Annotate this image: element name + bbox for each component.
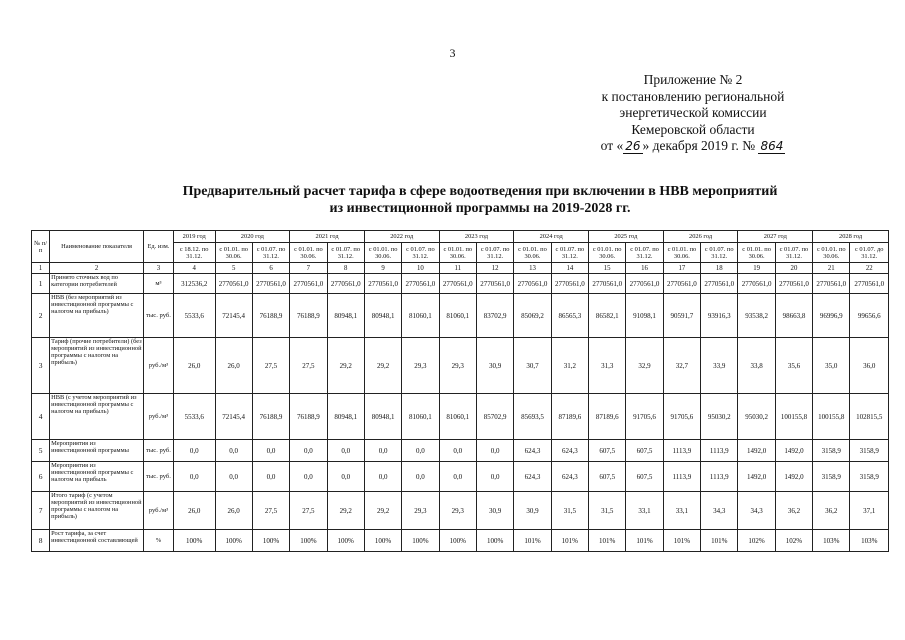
col-head-name: Наименование показателя (50, 231, 144, 263)
handwritten-day: 26 (625, 139, 641, 153)
value-cell: 0,0 (290, 462, 327, 492)
year-header: 2027 год (738, 231, 813, 243)
column-number: 2 (50, 263, 144, 274)
value-cell: 2770561,0 (364, 274, 401, 294)
value-cell: 81060,1 (402, 394, 439, 440)
handwritten-number: 864 (760, 139, 784, 153)
value-cell: 32,9 (626, 338, 663, 394)
column-number: 17 (663, 263, 700, 274)
value-cell: 100% (327, 530, 364, 552)
column-number: 19 (738, 263, 775, 274)
value-cell: 2770561,0 (850, 274, 889, 294)
value-cell: 101% (551, 530, 588, 552)
value-cell: 102815,5 (850, 394, 889, 440)
value-cell: 2770561,0 (252, 274, 289, 294)
value-cell: 2770561,0 (551, 274, 588, 294)
column-number: 6 (252, 263, 289, 274)
value-cell: 102% (775, 530, 812, 552)
value-cell: 2770561,0 (215, 274, 252, 294)
row-number: 1 (32, 274, 50, 294)
value-cell: 624,3 (551, 440, 588, 462)
value-cell: 100155,8 (775, 394, 812, 440)
appendix-line: к постановлению региональной (601, 88, 785, 104)
value-cell: 103% (813, 530, 850, 552)
value-cell: 101% (589, 530, 626, 552)
value-cell: 1492,0 (775, 440, 812, 462)
value-cell: 0,0 (402, 440, 439, 462)
value-cell: 0,0 (364, 440, 401, 462)
value-cell: 30,9 (476, 338, 513, 394)
period-header: с 18.12. по 31.12. (173, 243, 215, 263)
indicator-name: Рост тарифа, за счет инвестиционной составляющей (50, 530, 144, 552)
row-number: 3 (32, 338, 50, 394)
value-cell: 76188,9 (290, 294, 327, 338)
value-cell: 2770561,0 (589, 274, 626, 294)
value-cell: 0,0 (476, 462, 513, 492)
unit-cell: руб./м³ (144, 492, 174, 530)
col-head-num: № п/п (32, 231, 50, 263)
year-header: 2028 год (813, 231, 889, 243)
value-cell: 29,2 (327, 338, 364, 394)
value-cell: 1492,0 (738, 440, 775, 462)
value-cell: 81060,1 (402, 294, 439, 338)
value-cell: 81060,1 (439, 294, 476, 338)
value-cell: 102% (738, 530, 775, 552)
value-cell: 72145,4 (215, 394, 252, 440)
value-cell: 624,3 (551, 462, 588, 492)
value-cell: 96996,9 (813, 294, 850, 338)
value-cell: 80948,1 (327, 394, 364, 440)
value-cell: 0,0 (476, 440, 513, 462)
value-cell: 2770561,0 (663, 274, 700, 294)
value-cell: 607,5 (626, 462, 663, 492)
value-cell: 31,5 (589, 492, 626, 530)
period-header: с 01.07. по 31.12. (626, 243, 663, 263)
indicator-name: НВВ (с учетом мероприятий из инвестиционной программы с налогом на прибыль) (50, 394, 144, 440)
period-header: с 01.07. по 31.12. (775, 243, 812, 263)
row-number: 2 (32, 294, 50, 338)
period-header: с 01.01. по 30.06. (813, 243, 850, 263)
value-cell: 100% (252, 530, 289, 552)
value-cell: 90591,7 (663, 294, 700, 338)
value-cell: 2770561,0 (327, 274, 364, 294)
period-header: с 01.07. по 31.12. (476, 243, 513, 263)
row-number: 7 (32, 492, 50, 530)
value-cell: 0,0 (215, 440, 252, 462)
value-cell: 5533,6 (173, 294, 215, 338)
value-cell: 27,5 (290, 338, 327, 394)
value-cell: 0,0 (327, 440, 364, 462)
table-row (32, 338, 889, 394)
value-cell: 2770561,0 (439, 274, 476, 294)
table-row (32, 492, 889, 530)
column-number: 11 (439, 263, 476, 274)
value-cell: 103% (850, 530, 889, 552)
value-cell: 101% (626, 530, 663, 552)
value-cell: 0,0 (439, 440, 476, 462)
indicator-name: Принято сточных вод по категории потребителей (50, 274, 144, 294)
column-number: 3 (144, 263, 174, 274)
year-header: 2019 год (173, 231, 215, 243)
period-header: с 01.01. по 30.06. (290, 243, 327, 263)
value-cell: 36,2 (775, 492, 812, 530)
value-cell: 98663,8 (775, 294, 812, 338)
value-cell: 100% (290, 530, 327, 552)
value-cell: 0,0 (173, 440, 215, 462)
value-cell: 31,3 (589, 338, 626, 394)
value-cell: 1113,9 (663, 440, 700, 462)
value-cell: 0,0 (290, 440, 327, 462)
value-cell: 0,0 (364, 462, 401, 492)
value-cell: 2770561,0 (476, 274, 513, 294)
year-header: 2021 год (290, 231, 365, 243)
column-number: 7 (290, 263, 327, 274)
table-row (32, 394, 889, 440)
row-number: 6 (32, 462, 50, 492)
value-cell: 1113,9 (701, 440, 738, 462)
value-cell: 95030,2 (738, 394, 775, 440)
year-header: 2022 год (364, 231, 439, 243)
value-cell: 100% (402, 530, 439, 552)
value-cell: 1113,9 (701, 462, 738, 492)
value-cell: 100155,8 (813, 394, 850, 440)
column-number: 12 (476, 263, 513, 274)
value-cell: 29,3 (402, 492, 439, 530)
unit-cell: тыс. руб. (144, 440, 174, 462)
value-cell: 87189,6 (551, 394, 588, 440)
value-cell: 76188,9 (252, 394, 289, 440)
column-number: 22 (850, 263, 889, 274)
period-header: с 01.07. по 31.12. (252, 243, 289, 263)
value-cell: 83702,9 (476, 294, 513, 338)
value-cell: 29,2 (364, 338, 401, 394)
value-cell: 30,7 (514, 338, 551, 394)
indicator-name: Итого тариф (с учетом мероприятий из инвестиционной программы с налогом на прибыль) (50, 492, 144, 530)
value-cell: 30,9 (476, 492, 513, 530)
column-number: 13 (514, 263, 551, 274)
value-cell: 34,3 (738, 492, 775, 530)
row-number: 4 (32, 394, 50, 440)
year-header: 2025 год (589, 231, 664, 243)
value-cell: 3158,9 (813, 440, 850, 462)
period-header: с 01.01. по 30.06. (663, 243, 700, 263)
unit-cell: тыс. руб. (144, 294, 174, 338)
value-cell: 27,5 (290, 492, 327, 530)
value-cell: 2770561,0 (813, 274, 850, 294)
value-cell: 95030,2 (701, 394, 738, 440)
value-cell: 1113,9 (663, 462, 700, 492)
value-cell: 0,0 (173, 462, 215, 492)
value-cell: 80948,1 (327, 294, 364, 338)
value-cell: 2770561,0 (290, 274, 327, 294)
value-cell: 35,6 (775, 338, 812, 394)
unit-cell: м³ (144, 274, 174, 294)
value-cell: 100% (173, 530, 215, 552)
value-cell: 34,3 (701, 492, 738, 530)
unit-cell: тыс. руб. (144, 462, 174, 492)
value-cell: 624,3 (514, 440, 551, 462)
value-cell: 91705,6 (663, 394, 700, 440)
period-header: с 01.01. по 30.06. (738, 243, 775, 263)
column-number: 18 (701, 263, 738, 274)
tariff-table (31, 230, 889, 552)
column-number: 15 (589, 263, 626, 274)
value-cell: 2770561,0 (626, 274, 663, 294)
row-number: 5 (32, 440, 50, 462)
value-cell: 33,1 (663, 492, 700, 530)
appendix-line: энергетической комиссии (619, 105, 767, 120)
value-cell: 101% (663, 530, 700, 552)
value-cell: 29,3 (402, 338, 439, 394)
year-header: 2020 год (215, 231, 290, 243)
unit-cell: руб./м³ (144, 338, 174, 394)
indicator-name: Мероприятия из инвестиционной программы (50, 440, 144, 462)
value-cell: 100% (215, 530, 252, 552)
page-number: 3 (449, 46, 456, 60)
column-number: 5 (215, 263, 252, 274)
value-cell: 30,9 (514, 492, 551, 530)
appendix-date-line (553, 138, 833, 155)
value-cell: 0,0 (252, 462, 289, 492)
value-cell: 3158,9 (813, 462, 850, 492)
value-cell: 100% (439, 530, 476, 552)
document-title: Предварительный расчет тарифа в сфере водоотведения при включении в НВВ мероприятий из инвестиционной программы на 2019-2028 гг. (182, 184, 778, 216)
column-number: 21 (813, 263, 850, 274)
value-cell: 29,2 (364, 492, 401, 530)
unit-cell: % (144, 530, 174, 552)
value-cell: 0,0 (402, 462, 439, 492)
value-cell: 3158,9 (850, 440, 889, 462)
year-header: 2024 год (514, 231, 589, 243)
column-number: 14 (551, 263, 588, 274)
period-header: с 01.01. по 30.06. (589, 243, 626, 263)
value-cell: 33,1 (626, 492, 663, 530)
indicator-name: НВВ (без мероприятий из инвестиционной программы с налогом на прибыль) (50, 294, 144, 338)
value-cell: 31,2 (551, 338, 588, 394)
appendix-block (553, 72, 833, 155)
value-cell: 26,0 (173, 338, 215, 394)
value-cell: 91098,1 (626, 294, 663, 338)
value-cell: 0,0 (215, 462, 252, 492)
value-cell: 29,3 (439, 492, 476, 530)
table-row (32, 274, 889, 294)
value-cell: 85069,2 (514, 294, 551, 338)
value-cell: 31,5 (551, 492, 588, 530)
value-cell: 26,0 (215, 338, 252, 394)
table-row (32, 440, 889, 462)
value-cell: 2770561,0 (775, 274, 812, 294)
value-cell: 27,5 (252, 338, 289, 394)
column-number: 16 (626, 263, 663, 274)
value-cell: 26,0 (215, 492, 252, 530)
value-cell: 607,5 (626, 440, 663, 462)
period-header: с 01.07. по 31.12. (402, 243, 439, 263)
year-header: 2026 год (663, 231, 738, 243)
date-middle: » декабря 2019 г. № (642, 138, 756, 153)
value-cell: 101% (514, 530, 551, 552)
value-cell: 35,0 (813, 338, 850, 394)
value-cell: 607,5 (589, 462, 626, 492)
value-cell: 101% (701, 530, 738, 552)
value-cell: 91705,6 (626, 394, 663, 440)
period-header: с 01.01. по 30.06. (439, 243, 476, 263)
value-cell: 2770561,0 (514, 274, 551, 294)
value-cell: 81060,1 (439, 394, 476, 440)
value-cell: 37,1 (850, 492, 889, 530)
value-cell: 100% (364, 530, 401, 552)
value-cell: 26,0 (173, 492, 215, 530)
row-number: 8 (32, 530, 50, 552)
period-header: с 01.01. по 30.06. (364, 243, 401, 263)
value-cell: 1492,0 (738, 462, 775, 492)
appendix-line: Кемеровской области (631, 121, 755, 137)
value-cell: 80948,1 (364, 394, 401, 440)
value-cell: 36,0 (850, 338, 889, 394)
value-cell: 36,2 (813, 492, 850, 530)
column-number: 9 (364, 263, 401, 274)
value-cell: 1492,0 (775, 462, 812, 492)
value-cell: 85702,9 (476, 394, 513, 440)
period-header: с 01.01. по 30.06. (514, 243, 551, 263)
value-cell: 29,3 (439, 338, 476, 394)
value-cell: 0,0 (327, 462, 364, 492)
value-cell: 76188,9 (252, 294, 289, 338)
value-cell: 33,9 (701, 338, 738, 394)
value-cell: 99656,6 (850, 294, 889, 338)
col-head-unit: Ед. изм. (144, 231, 174, 263)
value-cell: 100% (476, 530, 513, 552)
column-number: 8 (327, 263, 364, 274)
value-cell: 76188,9 (290, 394, 327, 440)
date-prefix: от « (600, 138, 624, 153)
value-cell: 33,8 (738, 338, 775, 394)
value-cell: 93916,3 (701, 294, 738, 338)
value-cell: 5533,6 (173, 394, 215, 440)
value-cell: 32,7 (663, 338, 700, 394)
table-row (32, 462, 889, 492)
table-row (32, 294, 889, 338)
value-cell: 85693,5 (514, 394, 551, 440)
period-header: с 01.07. по 31.12. (327, 243, 364, 263)
value-cell: 624,3 (514, 462, 551, 492)
value-cell: 93538,2 (738, 294, 775, 338)
value-cell: 2770561,0 (738, 274, 775, 294)
value-cell: 2770561,0 (701, 274, 738, 294)
value-cell: 86565,3 (551, 294, 588, 338)
value-cell: 2770561,0 (402, 274, 439, 294)
period-header: с 01.07. до 31.12. (850, 243, 889, 263)
value-cell: 312536,2 (173, 274, 215, 294)
column-number: 10 (402, 263, 439, 274)
value-cell: 72145,4 (215, 294, 252, 338)
period-header: с 01.01. по 30.06. (215, 243, 252, 263)
year-header: 2023 год (439, 231, 514, 243)
value-cell: 607,5 (589, 440, 626, 462)
column-number: 1 (32, 263, 50, 274)
indicator-name: Мероприятия из инвестиционной программы с налогом на прибыль (50, 462, 144, 492)
column-number: 20 (775, 263, 812, 274)
period-header: с 01.07. по 31.12. (551, 243, 588, 263)
unit-cell: руб./м³ (144, 394, 174, 440)
value-cell: 3158,9 (850, 462, 889, 492)
indicator-name: Тариф (прочие потребители) (без мероприятий из инвестиционной программы с налогом на прибыль) (50, 338, 144, 394)
column-number: 4 (173, 263, 215, 274)
value-cell: 80948,1 (364, 294, 401, 338)
value-cell: 87189,6 (589, 394, 626, 440)
value-cell: 0,0 (439, 462, 476, 492)
appendix-title: Приложение № 2 (643, 72, 743, 87)
value-cell: 0,0 (252, 440, 289, 462)
period-header: с 01.07. по 31.12. (701, 243, 738, 263)
table-row (32, 530, 889, 552)
value-cell: 29,2 (327, 492, 364, 530)
value-cell: 86582,1 (589, 294, 626, 338)
value-cell: 27,5 (252, 492, 289, 530)
